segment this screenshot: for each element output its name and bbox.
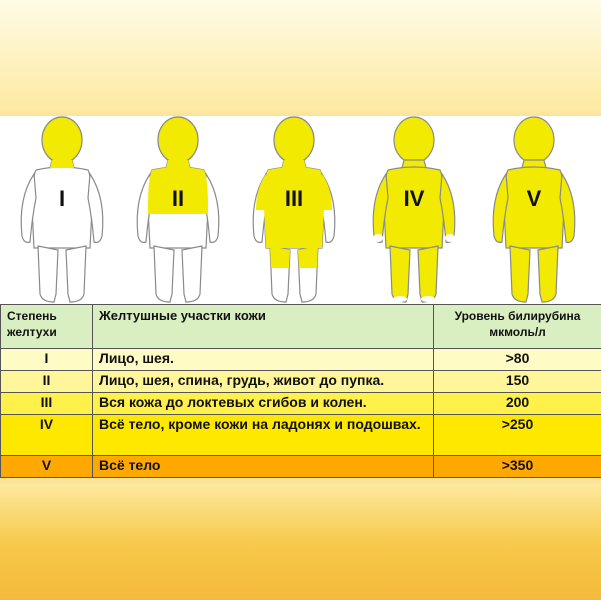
stage-numeral-4: IV (403, 186, 425, 211)
cell-areas: Вся кожа до локтевых сгибов и колен. (93, 393, 434, 415)
table-row (1, 456, 601, 478)
cell-level: >350 (434, 456, 601, 478)
cell-degree: III (1, 393, 93, 415)
cell-level: >250 (434, 415, 601, 456)
cell-level: 150 (434, 371, 601, 393)
cell-degree: V (1, 456, 93, 478)
baby-figure-5 (493, 117, 575, 302)
cell-areas: Всё тело (93, 456, 434, 478)
cell-degree: II (1, 371, 93, 393)
jaundice-stages-illustration (0, 116, 601, 304)
stage-numeral-5: V (526, 186, 542, 211)
cell-areas: Лицо, шея. (93, 349, 434, 371)
cell-degree: I (1, 349, 93, 371)
table-row (1, 415, 601, 456)
stage-numeral-2: II (171, 186, 185, 211)
jaundice-table-container (0, 304, 601, 478)
cell-areas: Всё тело, кроме кожи на ладонях и подошвах. (93, 415, 434, 456)
table-header-row (1, 305, 601, 349)
cell-level: >80 (434, 349, 601, 371)
table-row (1, 349, 601, 371)
header-degree: Степень желтухи (1, 305, 93, 349)
bottom-background-band (0, 484, 601, 600)
stage-numeral-1: I (58, 186, 66, 211)
jaundice-table (0, 304, 601, 478)
baby-figures (0, 116, 601, 304)
baby-figure-4 (373, 117, 455, 302)
table-row (1, 371, 601, 393)
cell-level: 200 (434, 393, 601, 415)
stage-numeral-3: III (284, 186, 304, 211)
table-row (1, 393, 601, 415)
baby-figure-3 (253, 117, 335, 302)
cell-areas: Лицо, шея, спина, грудь, живот до пупка. (93, 371, 434, 393)
baby-figure-2 (137, 117, 219, 302)
header-areas: Желтушные участки кожи (93, 305, 434, 349)
cell-degree: IV (1, 415, 93, 456)
baby-figure-1 (21, 117, 103, 302)
header-bilirubin-level: Уровень билирубина мкмоль/л (434, 305, 601, 349)
